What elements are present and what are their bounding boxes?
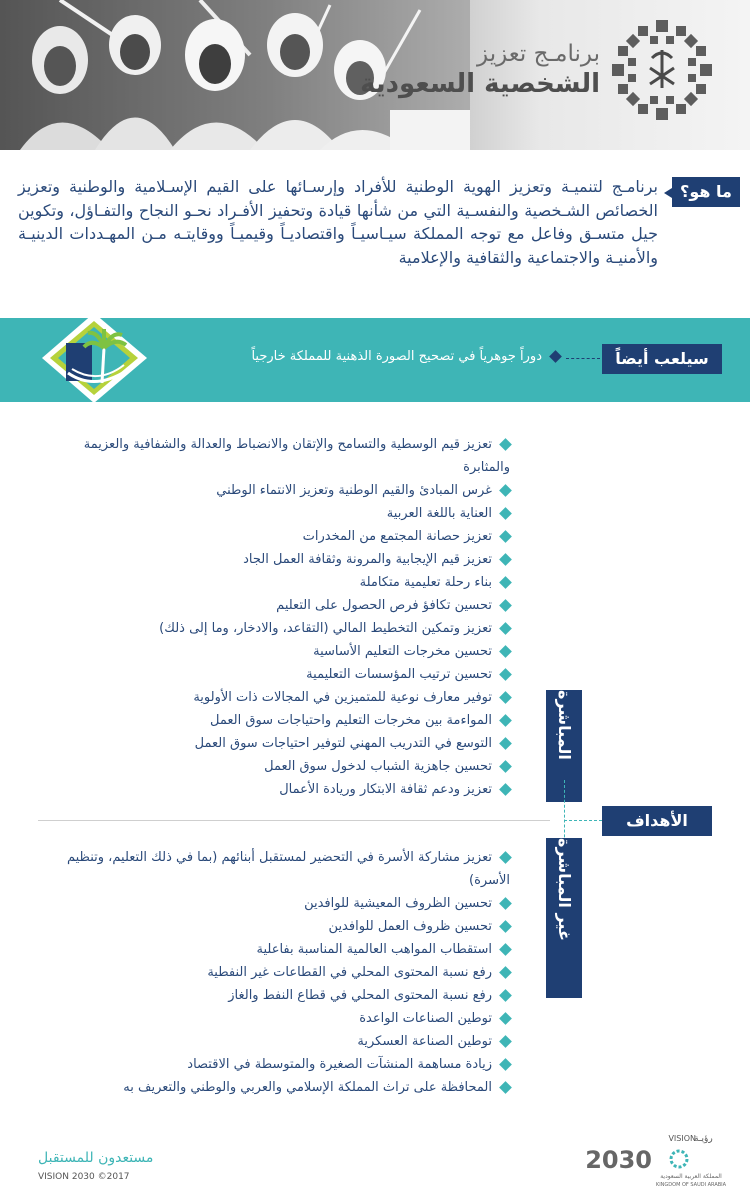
diamond-bullet-icon bbox=[499, 714, 512, 727]
what-is-section bbox=[10, 165, 740, 305]
list-item: رفع نسبة المحتوى المحلي في القطاعات غير النفطية bbox=[50, 961, 510, 984]
what-is-text: برنامـج لتنميـة وتعزيز الهوية الوطنية للأفراد وإرسـائها على القيم الإسـلامية والوطنية وتعزيز الخصائص الشـخصية والنفسـية التي من شأنها قيادة وتحفيز الأفـراد نحـو النجاح والتفـاؤل، وتكوين جيل متسـق وفاعل مع توجه المملكة سيـاسيـاً واقتصاديـاً وقيميـاً ووقايتـه مـن المهـددات الدينيـة والأمنيـة والاجتماعية والثقافية والإعلامية bbox=[18, 177, 658, 267]
list-item: العناية باللغة العربية bbox=[50, 502, 510, 525]
list-item: توفير معارف نوعية للمتميزين في المجالات ذات الأولوية bbox=[50, 686, 510, 709]
diamond-bullet-icon bbox=[499, 622, 512, 635]
list-item: استقطاب المواهب العالمية المناسبة بفاعلية bbox=[50, 938, 510, 961]
list-item: تعزيز حصانة المجتمع من المخدرات bbox=[50, 525, 510, 548]
list-item: تحسين الظروف المعيشية للوافدين bbox=[50, 892, 510, 915]
indirect-goals-list bbox=[50, 846, 510, 1099]
will-also-text-value: دوراً جوهرياً في تصحيح الصورة الذهنية للمملكة خارجياً bbox=[251, 349, 542, 364]
list-item: بناء رحلة تعليمية متكاملة bbox=[50, 571, 510, 594]
goals-tag: الأهداف bbox=[602, 806, 712, 836]
diamond-bullet-icon bbox=[549, 350, 562, 363]
vision-en-text: VISION bbox=[668, 1134, 696, 1143]
list-item: تعزيز وتمكين التخطيط المالي (التقاعد، والادخار، وما إلى ذلك) bbox=[50, 617, 510, 640]
diamond-bullet-icon bbox=[499, 668, 512, 681]
kingdom-en-text: KINGDOM OF SAUDI ARABIA bbox=[655, 1182, 727, 1188]
diamond-bullet-icon bbox=[499, 645, 512, 658]
list-item: توطين الصناعة العسكرية bbox=[50, 1030, 510, 1053]
will-also-text bbox=[200, 346, 560, 368]
diamond-bullet-icon bbox=[499, 599, 512, 612]
indirect-goals-label: غير المباشرة bbox=[546, 838, 582, 998]
list-item: تحسين ترتيب المؤسسات التعليمية bbox=[50, 663, 510, 686]
diamond-bullet-icon bbox=[499, 943, 512, 956]
diamond-bullet-icon bbox=[499, 737, 512, 750]
vision-year-text: 2030 bbox=[585, 1146, 652, 1174]
program-title-line1: برنامـج تعزيز bbox=[477, 41, 600, 67]
vision-2030-logo bbox=[585, 1130, 736, 1190]
list-item: غرس المبادئ والقيم الوطنية وتعزيز الانتماء الوطني bbox=[50, 479, 510, 502]
list-item: تحسين مخرجات التعليم الأساسية bbox=[50, 640, 510, 663]
list-item: تعزيز قيم الوسطية والتسامح والإتقان والانضباط والعدالة والشفافية والعزيمة والمثابرة bbox=[83, 437, 510, 475]
diamond-bullet-icon bbox=[499, 1012, 512, 1025]
diamond-bullet-icon bbox=[499, 576, 512, 589]
goals-connector bbox=[564, 820, 602, 821]
vision-ar-text: رؤيـة bbox=[694, 1134, 713, 1144]
will-also-connector bbox=[566, 358, 600, 359]
what-is-tag: ما هو؟ bbox=[672, 177, 740, 207]
diamond-bullet-icon bbox=[499, 438, 512, 451]
program-title-line2: الشخصية السعودية bbox=[360, 69, 600, 99]
direct-goals-label: المباشرة bbox=[546, 690, 582, 802]
diamond-bullet-icon bbox=[499, 989, 512, 1002]
diamond-bullet-icon bbox=[499, 966, 512, 979]
direct-goals-list bbox=[50, 433, 510, 801]
palm-swords-diamond-icon bbox=[42, 313, 147, 403]
diamond-bullet-icon bbox=[499, 1081, 512, 1094]
list-item: رفع نسبة المحتوى المحلي في قطاع النفط والغاز bbox=[50, 984, 510, 1007]
goals-divider bbox=[38, 820, 550, 821]
diamond-bullet-icon bbox=[499, 484, 512, 497]
will-also-tag: سيلعب أيضاً bbox=[602, 344, 722, 374]
list-item: المواءمة بين مخرجات التعليم واحتياجات سوق العمل bbox=[50, 709, 510, 732]
list-item: تحسين تكافؤ فرص الحصول على التعليم bbox=[50, 594, 510, 617]
diamond-bullet-icon bbox=[499, 1058, 512, 1071]
header-banner bbox=[0, 0, 750, 150]
kingdom-ar-text: المملكة العربية السعودية bbox=[660, 1173, 722, 1180]
diamond-bullet-icon bbox=[499, 507, 512, 520]
list-item: تعزيز قيم الإيجابية والمرونة وثقافة العمل الجاد bbox=[50, 548, 510, 571]
footer-slogan: مستعدون للمستقبل bbox=[38, 1150, 154, 1166]
footer-copyright: VISION 2030 ©2017 bbox=[38, 1172, 130, 1182]
list-item: زيادة مساهمة المنشآت الصغيرة والمتوسطة في الاقتصاد bbox=[50, 1053, 510, 1076]
list-item: المحافظة على تراث المملكة الإسلامي والعربي والوطني والتعريف به bbox=[50, 1076, 510, 1099]
diamond-bullet-icon bbox=[499, 851, 512, 864]
diamond-bullet-icon bbox=[499, 1035, 512, 1048]
diamond-bullet-icon bbox=[499, 691, 512, 704]
list-item: تعزيز مشاركة الأسرة في التحضير لمستقبل أبنائهم (بما في ذلك التعليم، وتنظيم الأسرة) bbox=[66, 850, 510, 888]
diamond-bullet-icon bbox=[499, 783, 512, 796]
diamond-bullet-icon bbox=[499, 553, 512, 566]
list-item: تعزيز ودعم ثقافة الابتكار وريادة الأعمال bbox=[50, 778, 510, 801]
list-item: التوسع في التدريب المهني لتوفير احتياجات سوق العمل bbox=[50, 732, 510, 755]
diamond-bullet-icon bbox=[499, 920, 512, 933]
list-item: توطين الصناعات الواعدة bbox=[50, 1007, 510, 1030]
list-item: تحسين جاهزية الشباب لدخول سوق العمل bbox=[50, 755, 510, 778]
list-item: تحسين ظروف العمل للوافدين bbox=[50, 915, 510, 938]
saudi-emblem-icon bbox=[610, 18, 714, 122]
diamond-bullet-icon bbox=[499, 760, 512, 773]
diamond-bullet-icon bbox=[499, 897, 512, 910]
program-title bbox=[360, 40, 600, 100]
diamond-bullet-icon bbox=[499, 530, 512, 543]
